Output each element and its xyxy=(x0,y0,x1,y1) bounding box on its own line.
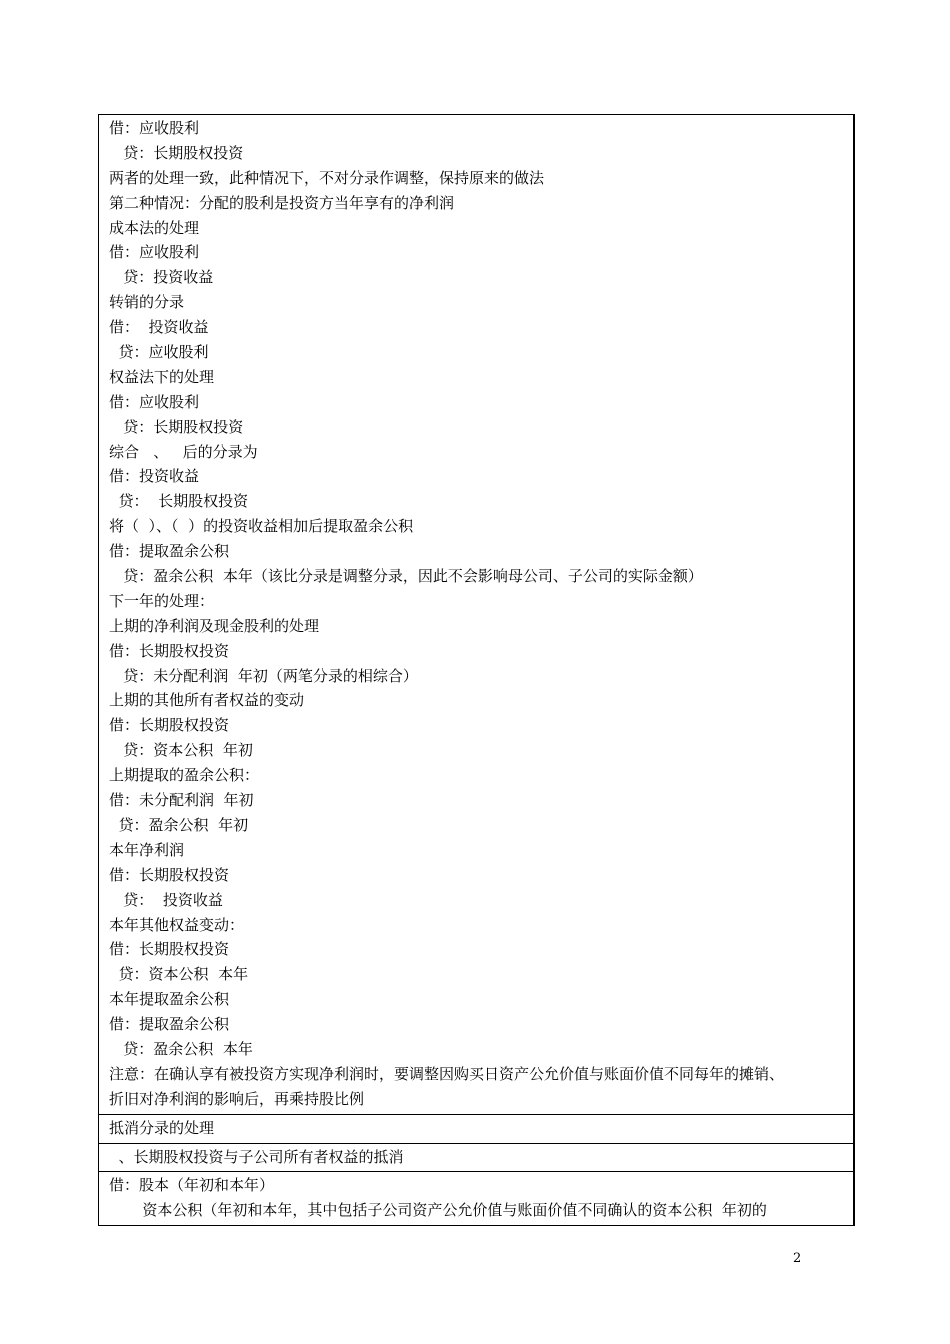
text-line: 贷：资本公积 本年 xyxy=(109,965,249,984)
text-line: 资本公积（年初和本年，其中包括子公司资产公允价值与账面价值不同确认的资本公积 年初的 xyxy=(109,1201,767,1220)
text-line: 借：长期股权投资 xyxy=(109,641,230,660)
text-line: 上期提取的盈余公积： xyxy=(109,766,260,785)
table-cell xyxy=(99,115,853,1115)
text-line: 贷：盈余公积 本年 xyxy=(109,1039,253,1058)
section-title: 抵消分录的处理 xyxy=(109,1118,215,1137)
text-line: 贷： 长期股权投资 xyxy=(109,492,249,511)
text-line: 借： 投资收益 xyxy=(109,318,209,337)
text-line: 借：股本（年初和本年） xyxy=(109,1176,275,1195)
table-cell xyxy=(99,1172,853,1226)
text-line: 上期的净利润及现金股利的处理 xyxy=(109,616,320,635)
text-line: 借：长期股权投资 xyxy=(109,716,230,735)
text-line: 借：应收股利 xyxy=(109,119,200,137)
text-line: 贷：资本公积 年初 xyxy=(109,741,253,760)
text-line: 本年提取盈余公积 xyxy=(109,990,230,1009)
text-line: 借：投资收益 xyxy=(109,467,200,486)
page-number: 2 xyxy=(793,1251,802,1266)
content-table xyxy=(98,114,855,1226)
text-line: 贷：盈余公积 年初 xyxy=(109,815,249,834)
text-line: 借：提取盈余公积 xyxy=(109,1015,230,1034)
text-line: 综合 、 后的分录为 xyxy=(109,442,258,461)
text-line: 本年净利润 xyxy=(109,840,185,859)
text-line: 贷：未分配利润 年初（两笔分录的相综合） xyxy=(109,666,418,685)
text-line: 贷： 投资收益 xyxy=(109,890,223,909)
table-cell-section-title xyxy=(99,1115,853,1144)
text-line: 转销的分录 xyxy=(109,293,185,312)
text-line: 折旧对净利润的影响后，再乘持股比例 xyxy=(109,1089,365,1108)
text-line: 借：长期股权投资 xyxy=(109,865,230,884)
text-line: 贷：投资收益 xyxy=(109,268,214,287)
text-line: 上期的其他所有者权益的变动 xyxy=(109,691,305,710)
text-line: 权益法下的处理 xyxy=(109,367,215,386)
text-line: 将（ ）、（ ）的投资收益相加后提取盈余公积 xyxy=(109,517,414,536)
text-line: 第二种情况：分配的股利是投资方当年享有的净利润 xyxy=(109,193,455,212)
subsection-title: 、长期股权投资与子公司所有者权益的抵消 xyxy=(109,1147,404,1166)
text-line: 贷：长期股权投资 xyxy=(109,417,244,436)
text-line: 贷：长期股权投资 xyxy=(109,143,244,162)
text-line: 注意：在确认享有被投资方实现净利润时，要调整因购买日资产公允价值与账面价值不同每年的摊销、 xyxy=(109,1064,785,1083)
table-cell-subsection-title xyxy=(99,1144,853,1173)
text-line: 两者的处理一致，此种情况下，不对分录作调整，保持原来的做法 xyxy=(109,168,545,187)
text-line: 贷：应收股利 xyxy=(109,343,209,362)
text-line: 借：未分配利润 年初 xyxy=(109,791,254,810)
text-line: 借：提取盈余公积 xyxy=(109,542,230,561)
text-line: 借：长期股权投资 xyxy=(109,940,230,959)
text-line: 下一年的处理： xyxy=(109,591,215,610)
text-line: 贷：盈余公积 本年（该比分录是调整分录，因此不会影响母公司、子公司的实际金额） xyxy=(109,567,703,586)
text-line: 借：应收股利 xyxy=(109,243,200,262)
text-line: 借：应收股利 xyxy=(109,392,200,411)
text-line: 本年其他权益变动： xyxy=(109,915,245,934)
text-line: 成本法的处理 xyxy=(109,218,200,237)
